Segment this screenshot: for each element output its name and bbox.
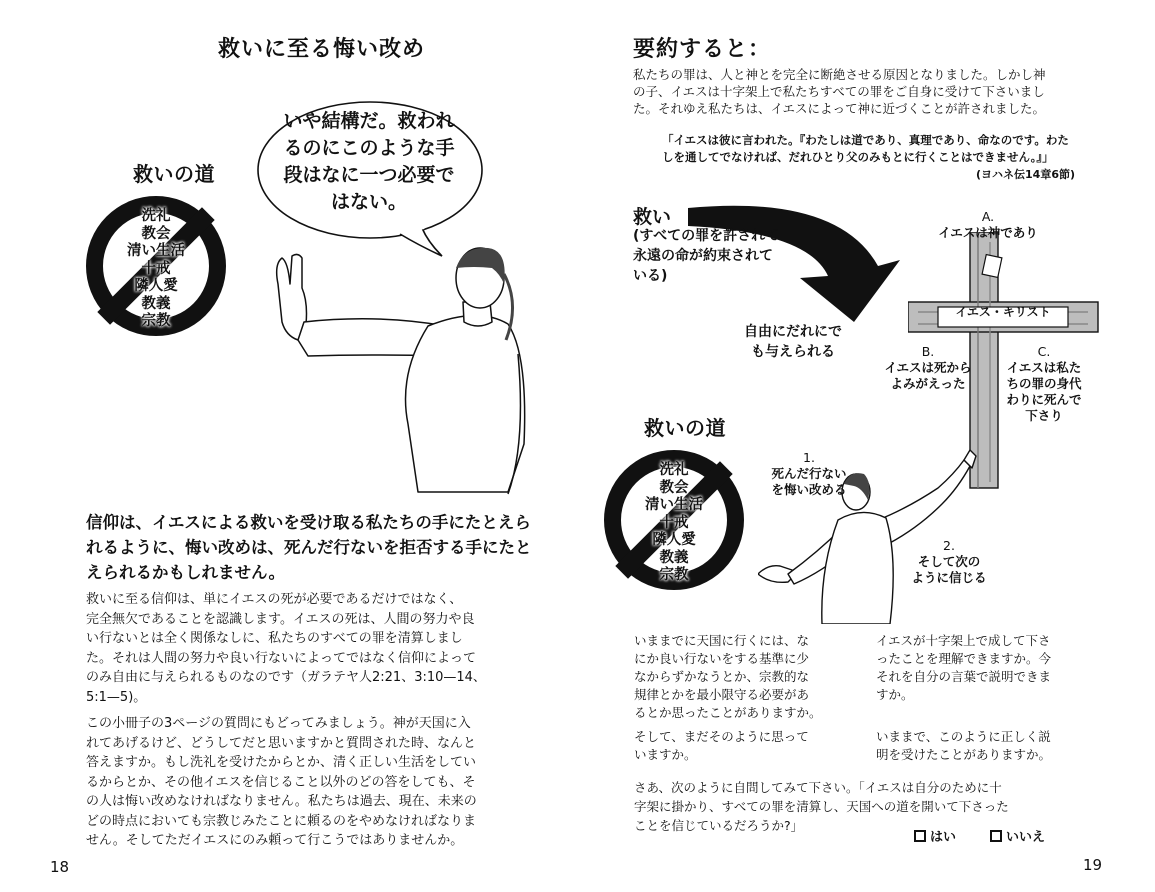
crossed-out-list: 洗礼 教会 清い生活 十戒 隣人愛 教義 宗教 [127,208,185,329]
page-title: 救いに至る悔い改め [218,37,426,62]
no-entry-sign [604,450,744,590]
left-page [0,0,577,892]
lead-paragraph: 信仰は、イエスによる救いを受け取る私たちの手にたとえら れるように、悔い改めは、死んだ行ないを拒否する手にたと えられるかもしれません。 [86,513,532,582]
question-understand-cross: イエスが十字架上で成して下さ ったことを理解できますか。今 それを自分の言葉で説明できま すか。 [876,633,1052,702]
road-heading: 救いの道 [644,416,726,440]
point-b: B. イエスは死から よみがえった [884,344,972,391]
question-good-works: いままでに天国に行くには、な にか良い行ないをする基準に少 なからずかなうとか、宗教的な 規律とかを最小限守る必要があ るとか思ったことがありますか。 [634,633,822,720]
step-2: 2. そして次の ように信じる [911,538,987,585]
right-page [578,0,1155,892]
summary-intro: 私たちの罪は、人と神とを完全に断絶させる原因となりました。しかし神 の子、イエスは十字架上で私たちすべての罪をご自身に受けて下さいまし た。それゆえ私たちは、イエスによって神に近づくことが許されました。 [633,67,1046,116]
paragraph-faith: 救いに至る信仰は、単にイエスの死が必要であるだけではなく、 完全無欠であることを認識します。イエスの死は、人間の努力や良 い行ないとは全く関係なしに、私たちのすべての罪を清算しまし た。それは人間の努力や良い行ないによってではなく信仰によって のみ自由に与えられるものなのです（ガラテヤ人2:21、3:10—14、 5:1—5)。 [86,592,486,705]
checkbox-icon[interactable] [914,830,926,842]
question-still-think: そして、まだそのように思って いますか。 [634,729,809,762]
free-gift-note: 自由にだれにで も与えられる [744,324,842,360]
scripture-reference: (ヨハネ伝14章6節) [976,168,1076,181]
speech-bubble-text: いや結構だ。救われ るのにこのような手 段はなに一つ必要で はない。 [283,110,455,213]
paragraph-repentance: この小冊子の3ページの質問にもどってみましょう。神が天国に入 れてあげるけど、どうしてだと思いますかと質問された時、なんと 答えますか。もし洗礼を受けたからとか、清く正しい生活をしてい るからとか、その他イエスを信じること以外のどの答をしても、そ の人は悔い改めなければなりません。私たちは過去、現在、未来の どの時点においても宗教じみたことに頼るのをやめなければなりま せん。そしてただイエスにのみ頼って行こうではありませんか。 [86,716,477,848]
point-c: C. イエスは私た ちの罪の身代 わりに死んで 下さり [1006,344,1082,423]
no-checkbox[interactable] [990,826,1045,845]
no-label: いいえ [1006,830,1046,845]
cross-sign-text: イエス・キリスト [955,305,1051,319]
road-heading: 救いの道 [133,162,215,186]
crossed-out-list: 洗礼 教会 清い生活 十戒 隣人愛 教義 宗教 [645,462,703,583]
scripture-quote: 「イエスは彼に言われた。『わたしは道であり、真理であり、命なのです。わた しを通してでなければ、だれひとり父のみもとに行くことはできません。』」 [662,133,1069,164]
yes-label: はい [930,830,957,845]
page-title: 要約すると： [633,37,772,62]
final-self-question: さあ、次のように自問してみて下さい。「イエスは自分のために十 字架に掛かり、すべての罪を清算し、天国への道を開いて下さった ことを信じているだろうか?」 [634,780,1009,833]
checkbox-icon[interactable] [990,830,1002,842]
page-number: 18 [50,858,70,876]
yes-checkbox[interactable] [914,826,956,845]
point-a: A. イエスは神であり [938,209,1038,240]
salvation-title: 救い [633,206,672,228]
question-explained: いままで、このように正しく説 明を受けたことがありますか。 [876,729,1052,762]
page-number: 19 [1083,856,1103,874]
step-1: 1. 死んだ行ない を悔い改める [771,450,847,497]
no-entry-sign [86,196,226,336]
woman-refusing-illustration [268,244,538,496]
salvation-description: (すべての罪を許されて 永遠の命が約束されて いる) [633,228,780,284]
